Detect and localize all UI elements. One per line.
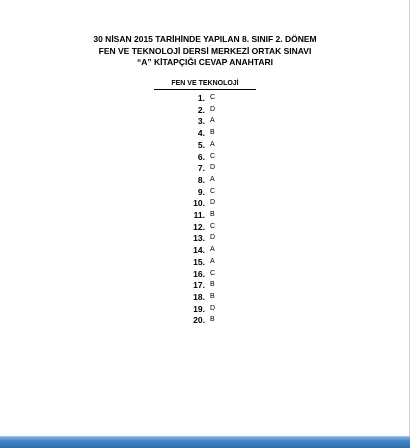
answer-row [0, 151, 410, 163]
question-number: 1. [197, 93, 205, 103]
question-number: 12. [193, 221, 205, 232]
answer-letter: B [210, 292, 215, 300]
question-number: 17. [193, 280, 205, 291]
answer-letter: B [210, 129, 215, 137]
answer-row [0, 256, 410, 268]
answer-letter: C [210, 222, 216, 230]
question-number: 16. [193, 268, 205, 279]
answer-letter: D [210, 199, 216, 207]
question-number: 11. [193, 210, 205, 220]
answer-row [0, 162, 410, 174]
answer-letter: A [210, 257, 215, 265]
answer-row [0, 244, 410, 256]
answer-row [0, 291, 410, 303]
answer-row [0, 314, 410, 326]
question-number: 3. [197, 116, 205, 127]
answer-letter: D [210, 164, 216, 172]
answer-letter: A [210, 246, 215, 254]
question-number: 18. [193, 291, 205, 302]
question-number: 15. [193, 256, 205, 267]
question-number: 8. [197, 174, 205, 185]
question-number: 6. [197, 151, 205, 162]
question-number: 2. [197, 104, 205, 115]
answer-letter: A [210, 140, 215, 148]
answer-letter: C [210, 269, 216, 277]
answer-row [0, 115, 410, 127]
answer-letter: B [210, 211, 215, 218]
question-number: 9. [197, 186, 205, 197]
header-line-3: “A” KİTAPÇIĞI CEVAP ANAHTARI [136, 57, 273, 67]
answer-row [0, 174, 410, 186]
header-line-2: FEN VE TEKNOLOJİ DERSİ MERKEZİ ORTAK SINAVI [98, 45, 312, 56]
header-line-1: 30 NİSAN 2015 TARİHİNDE YAPILAN 8. SINIF 2. DÖNEM [93, 34, 317, 44]
section-title: FEN VE TEKNOLOJİ [171, 80, 239, 87]
answer-row [0, 186, 410, 198]
answer-row [0, 104, 410, 116]
answer-row [0, 268, 410, 280]
answer-row [0, 303, 410, 315]
answer-row [0, 279, 410, 291]
answer-letter: D [210, 304, 216, 312]
document-header [0, 34, 410, 69]
answer-row [0, 139, 410, 151]
answer-letter: D [210, 234, 216, 242]
question-number: 10. [193, 198, 205, 209]
answer-letter: C [210, 187, 216, 195]
answer-row [0, 92, 410, 104]
section-underline [154, 89, 256, 90]
taskbar[interactable] [0, 436, 410, 448]
answer-row [0, 209, 410, 221]
answer-letter: A [210, 175, 215, 183]
question-number: 13. [193, 233, 205, 244]
answer-letter: B [210, 281, 215, 289]
answer-letter: C [210, 152, 216, 160]
answer-row [0, 127, 410, 139]
answer-row [0, 221, 410, 233]
answer-letter: A [210, 117, 215, 125]
question-number: 19. [193, 303, 205, 314]
question-number: 14. [193, 245, 205, 256]
answer-row [0, 232, 410, 244]
answer-row [0, 197, 410, 209]
question-number: 7. [197, 163, 205, 174]
question-number: 5. [197, 139, 205, 150]
question-number: 4. [197, 128, 205, 139]
question-number: 20. [193, 315, 205, 326]
answer-letter: D [210, 105, 216, 113]
answer-letter: B [210, 316, 215, 324]
answer-letter: C [210, 94, 216, 101]
